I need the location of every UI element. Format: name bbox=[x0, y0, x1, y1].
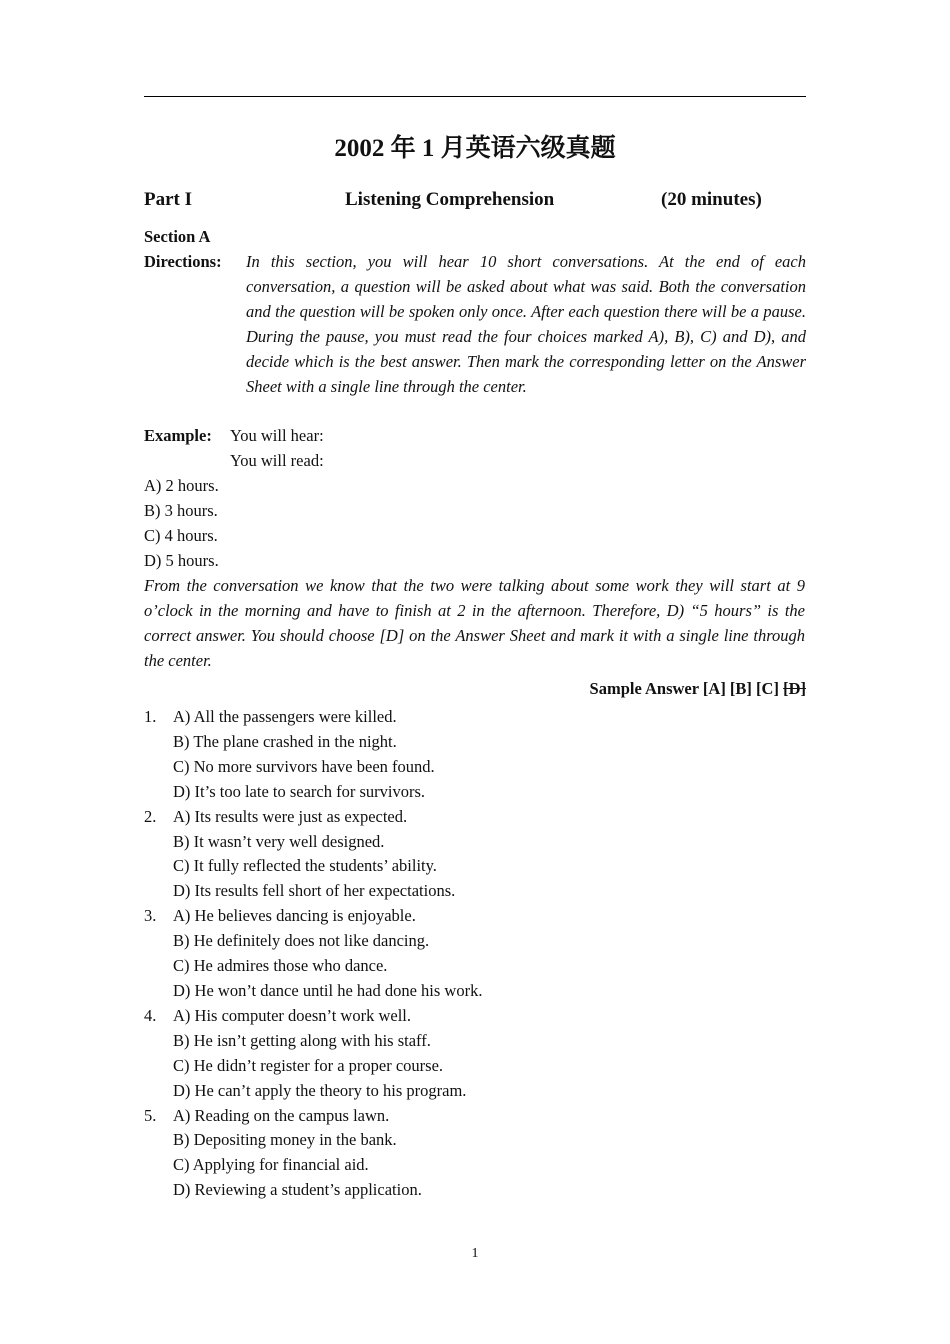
sample-answer bbox=[590, 676, 806, 701]
question-option: A) His computer doesn’t work well. bbox=[173, 1005, 411, 1025]
question-option: A) All the passengers were killed. bbox=[173, 707, 397, 726]
question-option: B) He isn’t getting along with his staff. bbox=[173, 1030, 431, 1050]
directions-text: In this section, you will hear 10 short conversations. At the end of each conversation, a question will be asked about what was said. Both the conversation and the question will be spoken only once. After each question there will be a pause. During the pause, you must read the four choices marked A), B), C) and D), and decide which is the best answer. Then mark the corresponding letter on the Answer Sheet with a single line through the center. bbox=[246, 252, 806, 396]
example-read: You will read: bbox=[230, 451, 324, 470]
question-number: 1. bbox=[144, 707, 157, 726]
page-title: 2002 年 1 月英语六级真题 bbox=[334, 135, 616, 162]
example-option: B) 3 hours. bbox=[144, 501, 218, 520]
question-option: A) He believes dancing is enjoyable. bbox=[173, 906, 416, 926]
example-option: D) 5 hours. bbox=[144, 551, 219, 570]
page-number: 1 bbox=[471, 1246, 479, 1261]
example-options bbox=[144, 473, 219, 573]
sample-answer-label: Sample Answer [A] [B] [C] bbox=[589, 679, 779, 698]
question-option: A) Its results were just as expected. bbox=[173, 806, 408, 826]
part-name: Listening Comprehension bbox=[345, 189, 555, 210]
question-number: 4. bbox=[144, 1005, 157, 1025]
question-option: D) He can’t apply the theory to his program. bbox=[173, 1080, 467, 1100]
example-explanation: From the conversation we know that the two were talking about some work they will start at 9 o’clock in the morning and have to finish at 2 in the afternoon. Therefore, D) “5 hours” is the correct answer. You should choose [D] on the Answer Sheet and mark it with a single line through the center. bbox=[144, 576, 805, 670]
example-option: A) 2 hours. bbox=[144, 476, 219, 495]
question-number: 3. bbox=[144, 906, 157, 926]
question-option: D) Its results fell short of her expectations. bbox=[173, 881, 456, 901]
question-item bbox=[144, 904, 806, 1004]
question-option: C) It fully reflected the students’ ability. bbox=[173, 856, 437, 876]
question-number: 2. bbox=[144, 806, 157, 826]
example-label: Example: bbox=[144, 426, 212, 445]
question-item bbox=[144, 1004, 806, 1104]
question-option: D) He won’t dance until he had done his work. bbox=[173, 980, 483, 1000]
question-option: B) He definitely does not like dancing. bbox=[173, 931, 430, 951]
question-item bbox=[144, 805, 806, 905]
question-item bbox=[144, 1104, 806, 1204]
section-label: Section A bbox=[144, 227, 211, 246]
question-number: 5. bbox=[144, 1105, 157, 1125]
question-item bbox=[144, 705, 806, 805]
question-option: C) He admires those who dance. bbox=[173, 956, 388, 976]
question-option: D) It’s too late to search for survivors. bbox=[173, 781, 426, 801]
part-time: (20 minutes) bbox=[661, 189, 762, 210]
part-header bbox=[144, 187, 806, 213]
question-option: A) Reading on the campus lawn. bbox=[173, 1105, 390, 1125]
question-option: D) Reviewing a student’s application. bbox=[173, 1180, 422, 1200]
question-option: C) He didn’t register for a proper course. bbox=[173, 1055, 444, 1075]
question-option: C) No more survivors have been found. bbox=[173, 756, 435, 776]
question-option: B) Depositing money in the bank. bbox=[173, 1130, 397, 1150]
example-hear: You will hear: bbox=[230, 426, 324, 445]
question-option: B) The plane crashed in the night. bbox=[173, 731, 397, 751]
question-list bbox=[144, 705, 806, 1203]
example-option: C) 4 hours. bbox=[144, 526, 218, 545]
question-option: C) Applying for financial aid. bbox=[173, 1155, 369, 1175]
part-label: Part I bbox=[144, 189, 193, 210]
directions-label: Directions: bbox=[144, 252, 222, 271]
header-rule bbox=[144, 96, 806, 97]
question-option: B) It wasn’t very well designed. bbox=[173, 831, 385, 851]
sample-answer-marked: [D] bbox=[783, 679, 806, 698]
